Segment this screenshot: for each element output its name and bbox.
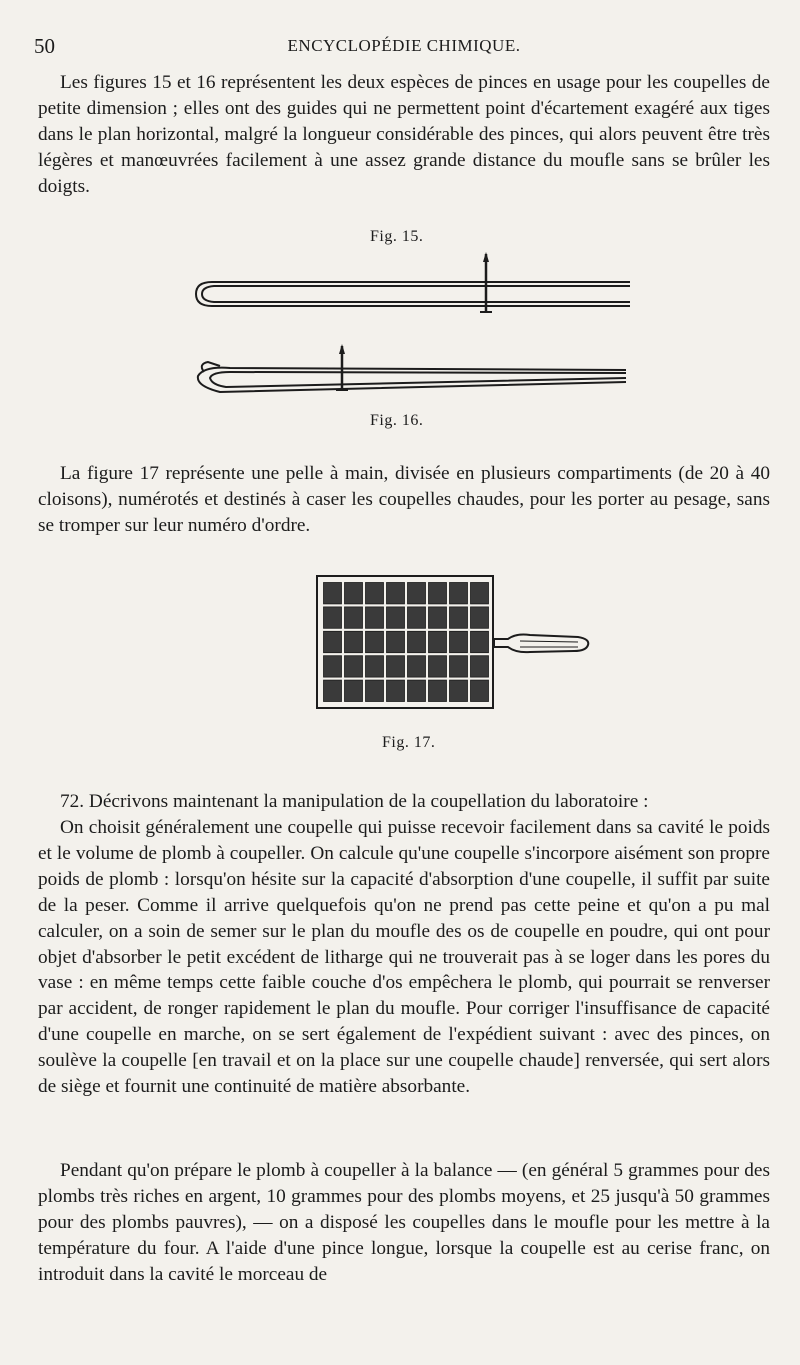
paragraph-coupelle: On choisit généralement une coupelle qui puisse recevoir facilement dans sa cavité le poids et le volume de plomb à coupeller. On calcule qu'une coupelle s'incorpore aisément son propre poids de plomb : lorsqu'on hésite sur la capacité d'absorption d'une coupelle, il suffit par suite de la peser. Comme il arrive quelquefois qu'on ne prend pas cette peine et qu'on a pu mal calculer, on a soin de semer sur le plan du moufle des os de coupelle en poudre, qui ont pour objet d'absorber le petit excédent de litharge qui ne trouverait pas à se loger dans les pores du vase : en même temps cette faible couche d'os empêchera le plomb, qui pourrait se renverser par accident, de ronger rapidement le plan du moufle. Pour corriger l'insuffisance de capacité d'une coupelle en marche, on se sert également de l'expédient suivant : avec des pinces, on soulève la coupelle [en travail et on la place sur une coupelle chaude] renversée, qui sert alors de siège et fournit une continuité de matière absorbante. [38,817,770,1098]
paragraph-pinces: Les figures 15 et 16 représentent les deux espèces de pinces en usage pour les coupelles de petite dimension ; elles ont des guides qui ne permettent point d'écartement exagéré aux tiges dans le plan horizontal, malgré la longueur considérable des pinces, qui alors peuvent être très légères et manœuvrées facilement à une assez grande distance du moufle sans se brûler les doigts. [38,72,770,197]
shovel-compartment [324,680,342,701]
shovel-compartment [345,607,363,628]
section-72-heading: 72. Décrivons maintenant la manipulation de la coupellation du laboratoire : [60,791,649,812]
shovel-compartment [366,583,384,604]
shovel-compartment [429,607,447,628]
shovel-compartment [345,631,363,652]
shovel-compartment [366,680,384,701]
shovel-compartment [324,583,342,604]
fig17-shovel-illustration [316,575,591,710]
shovel-compartment [408,583,426,604]
shovel-compartment [471,583,489,604]
shovel-compartment [366,656,384,677]
shovel-compartment [429,656,447,677]
shovel-compartment [471,656,489,677]
shovel-compartment [471,607,489,628]
shovel-compartment [450,680,468,701]
shovel-compartment [324,656,342,677]
page-number: 50 [34,34,55,58]
shovel-compartment [429,680,447,701]
shovel-compartment [345,583,363,604]
shovel-compartment [387,680,405,701]
paragraph-pelle: La figure 17 représente une pelle à main, divisée en plusieurs compartiments (de 20 à 40 cloisons), numérotés et destinés à caser les coupelles chaudes, pour les porter au pesage, sans se tromper sur leur numéro d'ordre. [38,463,770,536]
running-title: ENCYCLOPÉDIE CHIMIQUE. [287,36,521,55]
shovel-compartment [408,680,426,701]
fig16-tongs-illustration [190,342,635,402]
shovel-compartment [366,631,384,652]
fig17-caption: Fig. 17. [382,734,436,751]
shovel-compartment [408,631,426,652]
fig16-caption: Fig. 16. [370,412,424,429]
shovel-compartment [450,631,468,652]
shovel-compartment [387,631,405,652]
shovel-compartment [408,656,426,677]
fig15-caption: Fig. 15. [370,228,424,245]
fig15-tongs-illustration [190,250,635,320]
shovel-compartment [324,631,342,652]
shovel-compartment [429,631,447,652]
shovel-compartment [450,656,468,677]
shovel-compartment [471,680,489,701]
shovel-compartment [450,607,468,628]
shovel-compartment [366,607,384,628]
shovel-compartment [408,607,426,628]
shovel-compartment [429,583,447,604]
page-header [34,34,774,58]
shovel-compartment [387,583,405,604]
shovel-compartment [345,680,363,701]
shovel-compartment [387,607,405,628]
shovel-compartment [345,656,363,677]
shovel-compartment [324,607,342,628]
shovel-compartment [387,656,405,677]
shovel-compartment [450,583,468,604]
shovel-compartment [471,631,489,652]
paragraph-preparation: Pendant qu'on prépare le plomb à coupeller à la balance — (en général 5 grammes pour des plombs très riches en argent, 10 grammes pour des plombs moyens, et 25 jusqu'à 50 grammes pour des plombs pauvres), — on a disposé les coupelles dans le moufle pour les mettre à la température du four. A l'aide d'une pince longue, lorsque la coupelle est au cerise franc, on introduit dans la cavité le morceau de [38,1160,770,1285]
